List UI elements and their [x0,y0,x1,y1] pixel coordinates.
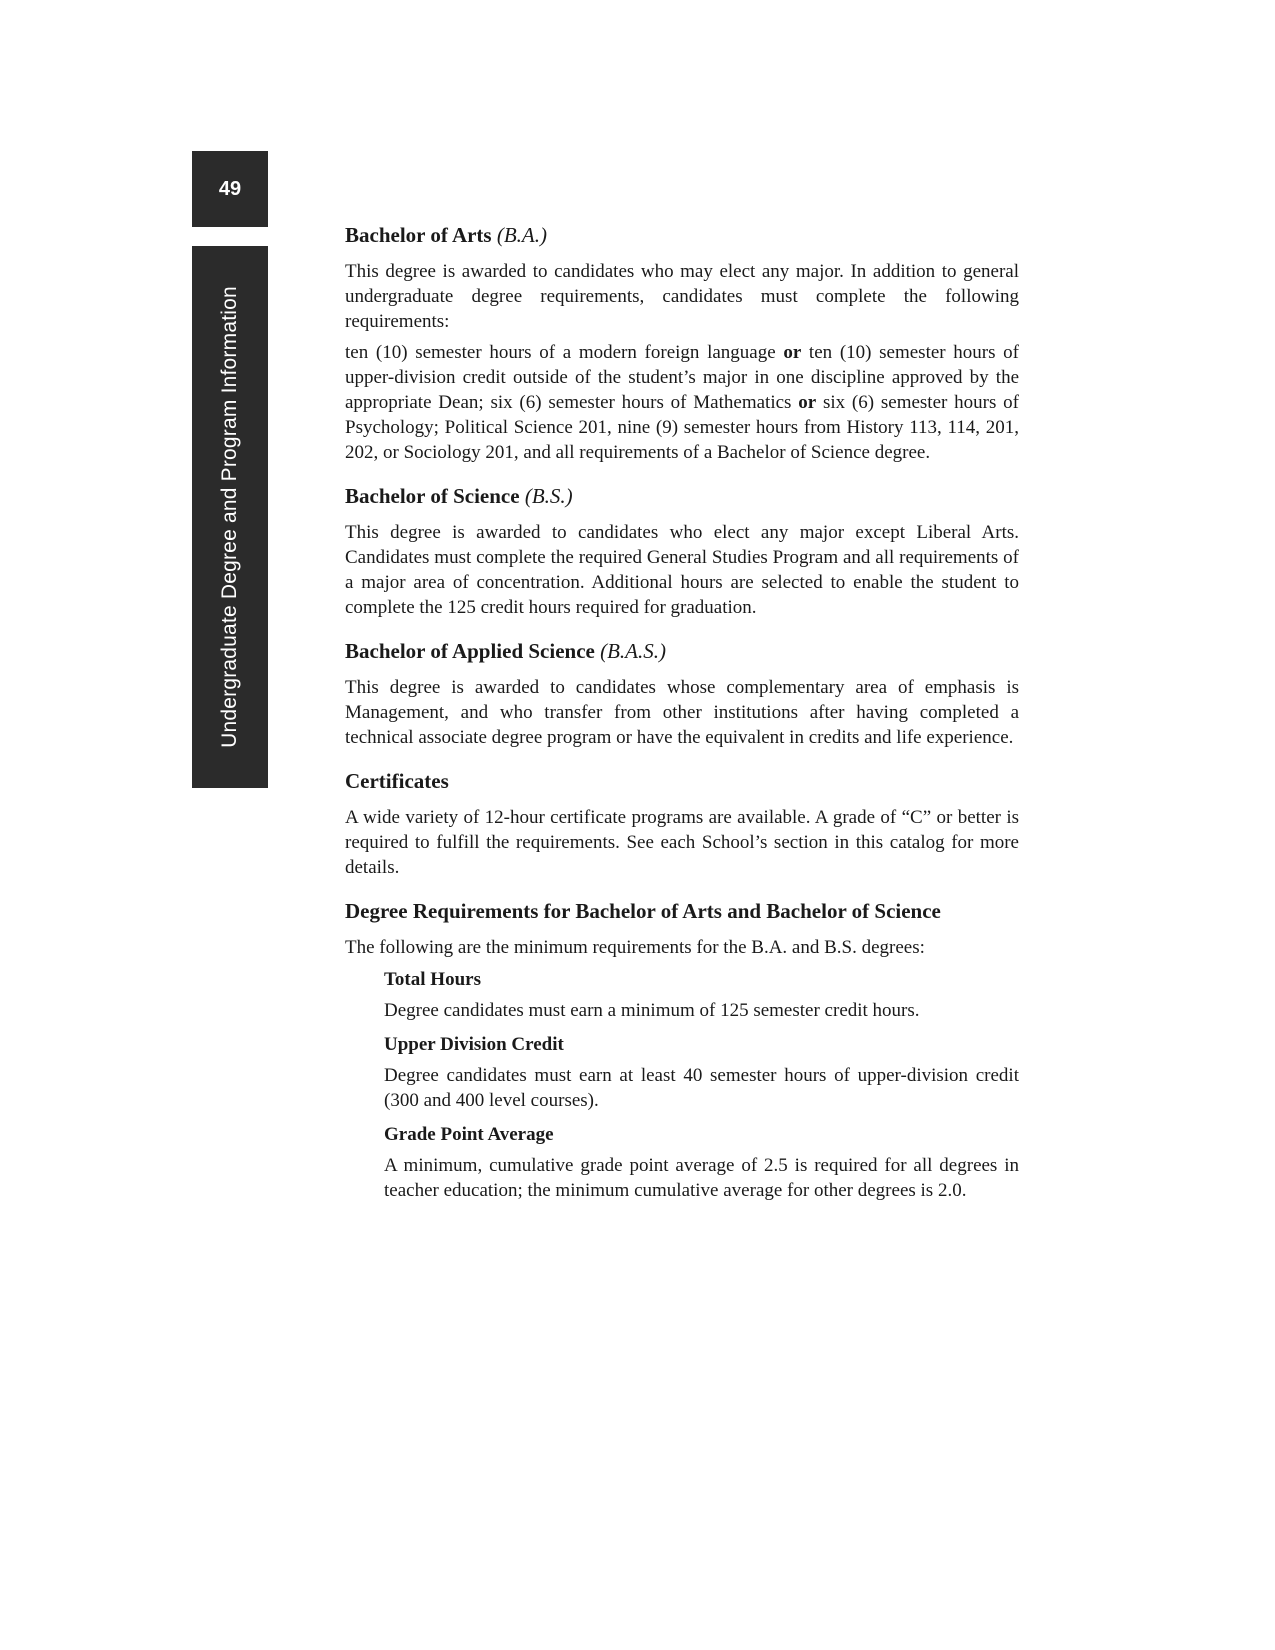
section-bachelor-of-applied-science [345,638,1019,750]
requirements-text: ten (10) semester hours of upper-division credit outside of the student’s major in one discipline approved by the appropriate Dean; six (6) semester hours of Mathematics [345,342,1019,413]
page-number: 49 [218,177,242,200]
or-emphasis: or [783,342,802,363]
subsection-text: Degree candidates must earn at least 40 semester hours of upper-division credit (300 and 400 level courses). [384,1065,1019,1111]
heading-title: Bachelor of Applied Science [345,639,595,663]
requirements-text: ten (10) semester hours of a modern foreign language [345,342,784,363]
section-degree-requirements [345,898,1019,1203]
heading-title: Bachelor of Science [345,484,520,508]
heading-title: Bachelor of Arts [345,223,492,247]
requirement-total-hours [384,968,1019,1023]
page-content [345,222,1019,1221]
section-paragraph: A wide variety of 12-hour certificate programs are available. A grade of “C” or better is required to fulfill the requirements. See each School’s section in this catalog for more details. [345,807,1019,878]
requirements-list [384,968,1019,1203]
requirements-paragraph [345,340,1019,465]
subsection-heading: Grade Point Average [384,1124,554,1145]
subsection-text: Degree candidates must earn a minimum of 125 semester credit hours. [384,1000,920,1021]
requirement-upper-division-credit [384,1033,1019,1113]
heading-abbr: (B.S.) [524,484,573,508]
section-heading [345,483,1019,509]
heading-abbr: (B.A.S.) [600,639,667,663]
section-heading: Degree Requirements for Bachelor of Arts and Bachelor of Science [345,899,941,923]
requirements-text: six (6) semester hours of Psychology; Political Science 201, nine (9) semester hours from History 113, 114, 201, 202, or Sociology 201, and all requirements of a Bachelor of Science degree. [345,392,1019,463]
section-paragraph: This degree is awarded to candidates who may elect any major. In addition to general undergraduate degree requirements, candidates must complete the following requirements: [345,261,1019,332]
subsection-text: A minimum, cumulative grade point average of 2.5 is required for all degrees in teacher education; the minimum cumulative average for other degrees is 2.0. [384,1155,1019,1201]
subsection-heading: Upper Division Credit [384,1034,564,1055]
section-certificates [345,768,1019,880]
section-paragraph: This degree is awarded to candidates who elect any major except Liberal Arts. Candidates must complete the required General Studies Program and all requirements of a major area of concentration. Additional hours are selected to enable the student to complete the 125 credit hours required for graduation. [345,522,1019,618]
section-bachelor-of-arts [345,222,1019,465]
subsection-heading: Total Hours [384,969,481,990]
requirement-grade-point-average [384,1123,1019,1203]
section-heading [345,222,1019,248]
section-title: Undergraduate Degree and Program Information [218,286,242,748]
section-tab [192,246,268,788]
heading-abbr: (B.A.) [496,223,547,247]
section-paragraph: This degree is awarded to candidates whose complementary area of emphasis is Management, and who transfer from other institutions after having completed a technical associate degree program or have the equivalent in credits and life experience. [345,677,1019,748]
section-bachelor-of-science [345,483,1019,620]
page-number-tab [192,151,268,227]
or-emphasis: or [798,392,817,413]
section-paragraph: The following are the minimum requirements for the B.A. and B.S. degrees: [345,937,925,958]
section-heading: Certificates [345,769,449,793]
section-heading [345,638,1019,664]
